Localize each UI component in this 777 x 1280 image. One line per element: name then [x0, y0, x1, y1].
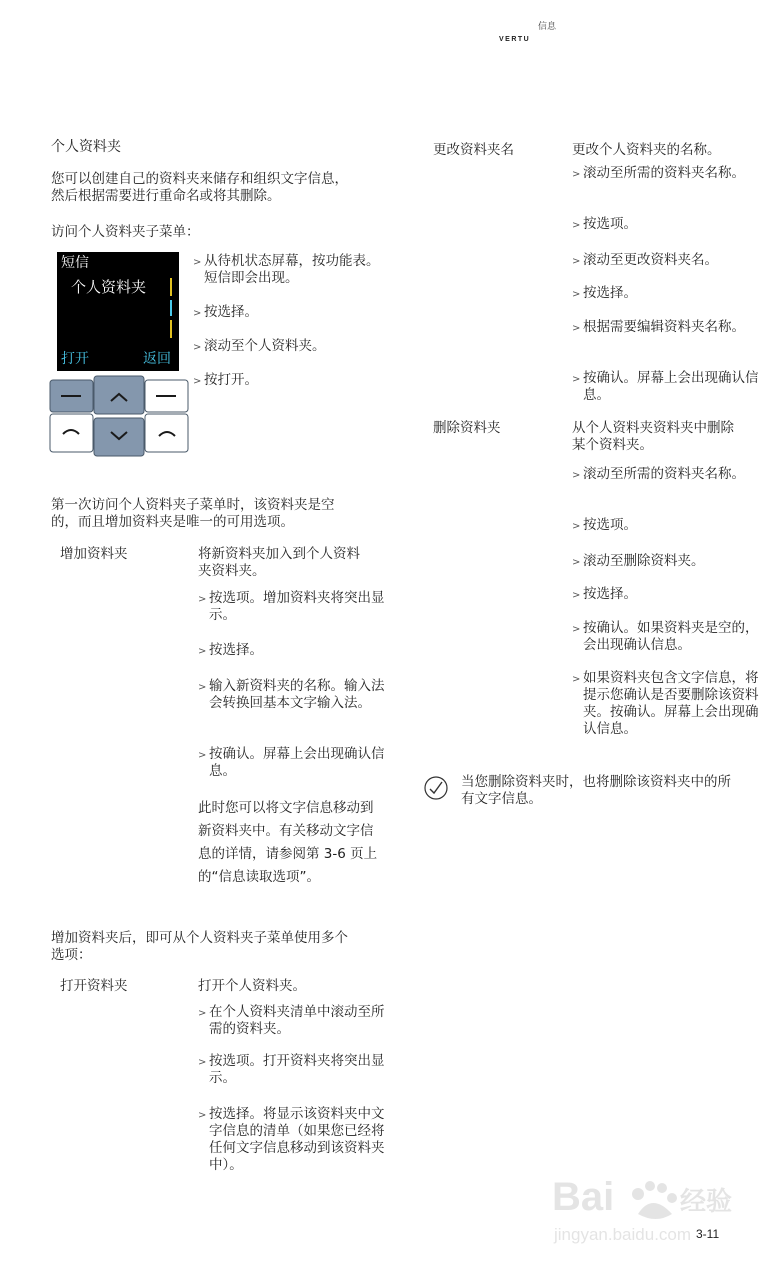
scrollbar-icon: [170, 278, 172, 342]
access-step: > 从待机状态屏幕，按功能表。短信即会出现。: [193, 253, 380, 286]
rename-step: > 滚动至更改资料夹名。: [572, 252, 718, 268]
page-heading: 个人资料夹: [51, 139, 121, 155]
add-step: > 按选项。增加资料夹将突出显示。: [198, 590, 385, 623]
rename-step: > 按确认。屏幕上会出现确认信息。: [572, 370, 759, 403]
rename-step: > 按选项。: [572, 216, 637, 232]
delete-step: > 如果资料夹包含文字信息，将提示您确认是否要删除该资料夹。按确认。屏幕上会出现确认信息。: [572, 670, 759, 737]
add-folder-desc: 将新资料夹加入到个人资料夹资料夹。: [198, 546, 360, 579]
rename-folder-label: 更改资料夹名: [433, 142, 514, 158]
delete-folder-label: 删除资料夹: [433, 420, 501, 436]
rename-folder-desc: 更改个人资料夹的名称。: [572, 142, 721, 158]
svg-text:经验: 经验: [680, 1187, 732, 1217]
access-step: > 按选择。: [193, 304, 258, 320]
add-step: > 按确认。屏幕上会出现确认信息。: [198, 746, 385, 779]
screen-menu-item: 个人资料夹: [71, 278, 147, 296]
add-step: > 按选择。: [198, 642, 263, 658]
brand-logo: VERTU: [499, 36, 531, 43]
after-add-paragraph: 增加资料夹后，即可从个人资料夹子菜单使用多个选项：: [51, 930, 348, 963]
add-after-paragraph: 此时您可以将文字信息移动到新资料夹中。有关移动文字信息的详情，请参阅第 3-6 页上的“信息读取选项”。: [198, 800, 378, 885]
softkey-left: 打开: [61, 351, 89, 367]
softkey-right: 返回: [143, 351, 171, 367]
rename-step: > 滚动至所需的资料夹名称。: [572, 165, 745, 181]
screen-title: 短信: [61, 255, 89, 271]
delete-step: > 按选项。: [572, 517, 637, 533]
open-folder-desc: 打开个人资料夹。: [198, 978, 306, 994]
access-instruction: 访问个人资料夹子菜单：: [51, 224, 200, 240]
keypad-icon: [49, 374, 189, 458]
checkmark-note-icon: [424, 776, 448, 800]
page-number: 3-11: [696, 1227, 720, 1241]
add-folder-label: 增加资料夹: [60, 546, 128, 562]
first-visit-paragraph: 第一次访问个人资料夹子菜单时，该资料夹是空的，而且增加资料夹是唯一的可用选项。: [51, 497, 335, 530]
intro-paragraph: 您可以创建自己的资料夹来储存和组织文字信息，然后根据需要进行重命名或将其删除。: [51, 171, 348, 204]
delete-folder-desc: 从个人资料夹资料夹中删除某个资料夹。: [572, 420, 734, 453]
section-title: 信息: [538, 22, 557, 32]
delete-step: > 按选择。: [572, 586, 637, 602]
access-step: > 按打开。: [193, 372, 258, 388]
access-step: > 滚动至个人资料夹。: [193, 338, 326, 354]
add-step: > 输入新资料夹的名称。输入法会转换回基本文字输入法。: [198, 678, 385, 711]
delete-step: > 滚动至删除资料夹。: [572, 553, 705, 569]
svg-text:jingyan.baidu.com: jingyan.baidu.com: [554, 1225, 692, 1244]
open-step: > 按选项。打开资料夹将突出显示。: [198, 1053, 385, 1086]
delete-step: > 按确认。如果资料夹是空的，会出现确认信息。: [572, 620, 759, 653]
note-text: 当您删除资料夹时，也将删除该资料夹中的所有文字信息。: [461, 774, 731, 807]
phone-screen-image: [57, 252, 179, 371]
rename-step: > 按选择。: [572, 285, 637, 301]
open-step: > 按选择。将显示该资料夹中文字信息的清单（如果您已经将任何文字信息移动到该资料夹中）。: [198, 1106, 385, 1173]
open-folder-label: 打开资料夹: [60, 978, 128, 994]
delete-step: > 滚动至所需的资料夹名称。: [572, 466, 745, 482]
svg-text:Bai: Bai: [552, 1175, 615, 1219]
rename-step: > 根据需要编辑资料夹名称。: [572, 319, 745, 335]
open-step: > 在个人资料夹清单中滚动至所需的资料夹。: [198, 1004, 385, 1037]
